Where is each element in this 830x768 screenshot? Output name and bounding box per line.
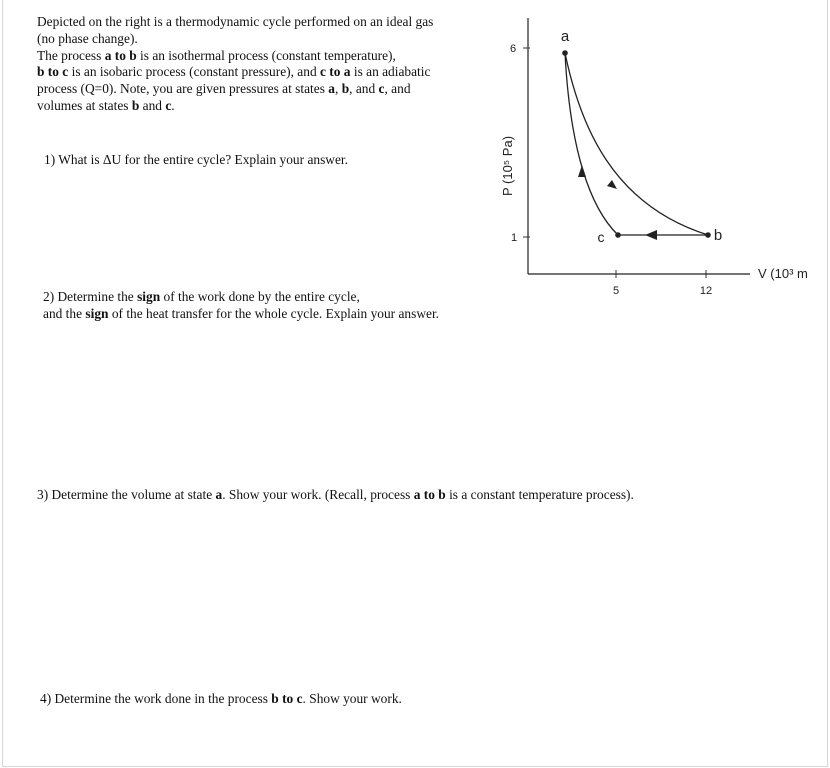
intro-bold: c [378, 81, 385, 97]
question-1: 1) What is ΔU for the entire cycle? Explain your answer. [44, 152, 348, 167]
y-tick-label-1: 1 [510, 232, 518, 244]
intro-text: The process [37, 47, 105, 63]
intro-text: volumes at states [37, 97, 132, 113]
q2-text: and the [43, 305, 86, 321]
q2-text: of the work done by the entire cycle, [160, 289, 360, 304]
state-b-label: b [713, 227, 723, 244]
intro-text: and [139, 97, 166, 113]
q2-bold: sign [85, 305, 109, 321]
state-c-label: c [597, 229, 605, 245]
process-c-to-a-adiabat [565, 53, 618, 235]
state-a-label: a [560, 28, 570, 45]
intro-line-1: Depicted on the right is a thermodynamic cycle performed on an ideal gas [37, 14, 434, 29]
intro-line-2: (no phase change). [37, 30, 138, 46]
intro-text: is an isothermal process (constant temperature), [136, 47, 396, 63]
y-tick-label-6: 6 [509, 43, 517, 55]
intro-text: process (Q=0). Note, you are given pressures at states [37, 81, 329, 97]
x-axis-label: V (10³ m [758, 266, 808, 281]
intro-bold: c [165, 97, 172, 113]
q4-text: . Show your work. [302, 691, 402, 706]
state-a-point [562, 50, 568, 56]
q2-text: of the heat transfer for the whole cycle. Explain your answer. [108, 305, 440, 321]
intro-text: , and [349, 81, 379, 97]
q3-text: 3) Determine the volume at state [37, 487, 216, 502]
state-b-point [705, 232, 711, 238]
intro-text: , [334, 81, 342, 97]
q4-bold: b to c [271, 691, 303, 706]
process-a-to-b-isotherm [565, 53, 708, 235]
x-tick-label-5: 5 [612, 285, 620, 297]
intro-text: is an isobaric process (constant pressure), and [68, 64, 320, 80]
q4-text: 4) Determine the work done in the process [40, 691, 272, 706]
x-tick-label-12: 12 [699, 285, 713, 297]
q3-text: . Show your work. (Recall, process [222, 487, 414, 502]
intro-bold: b [341, 81, 350, 97]
y-axis-label: P (10⁵ Pa) [500, 135, 515, 197]
intro-bold: c to a [320, 64, 351, 80]
intro-text: . [171, 97, 175, 113]
arrow-a-to-b [607, 180, 617, 189]
q2-bold: sign [137, 289, 161, 304]
intro-bold: a to b [104, 47, 137, 63]
q3-bold: a to b [413, 487, 446, 502]
intro-bold: a [328, 81, 335, 97]
arrow-b-to-c [645, 230, 657, 240]
intro-bold: b [131, 97, 140, 113]
arrow-c-to-a [578, 165, 586, 177]
intro-bold: b to c [37, 64, 69, 80]
intro-text: , and [384, 81, 411, 97]
intro-text: is an adiabatic [350, 64, 431, 80]
q3-text: is a constant temperature process). [445, 487, 634, 502]
q2-text: 2) Determine the [43, 289, 138, 304]
state-c-point [615, 232, 621, 238]
q3-bold: a [215, 487, 223, 502]
